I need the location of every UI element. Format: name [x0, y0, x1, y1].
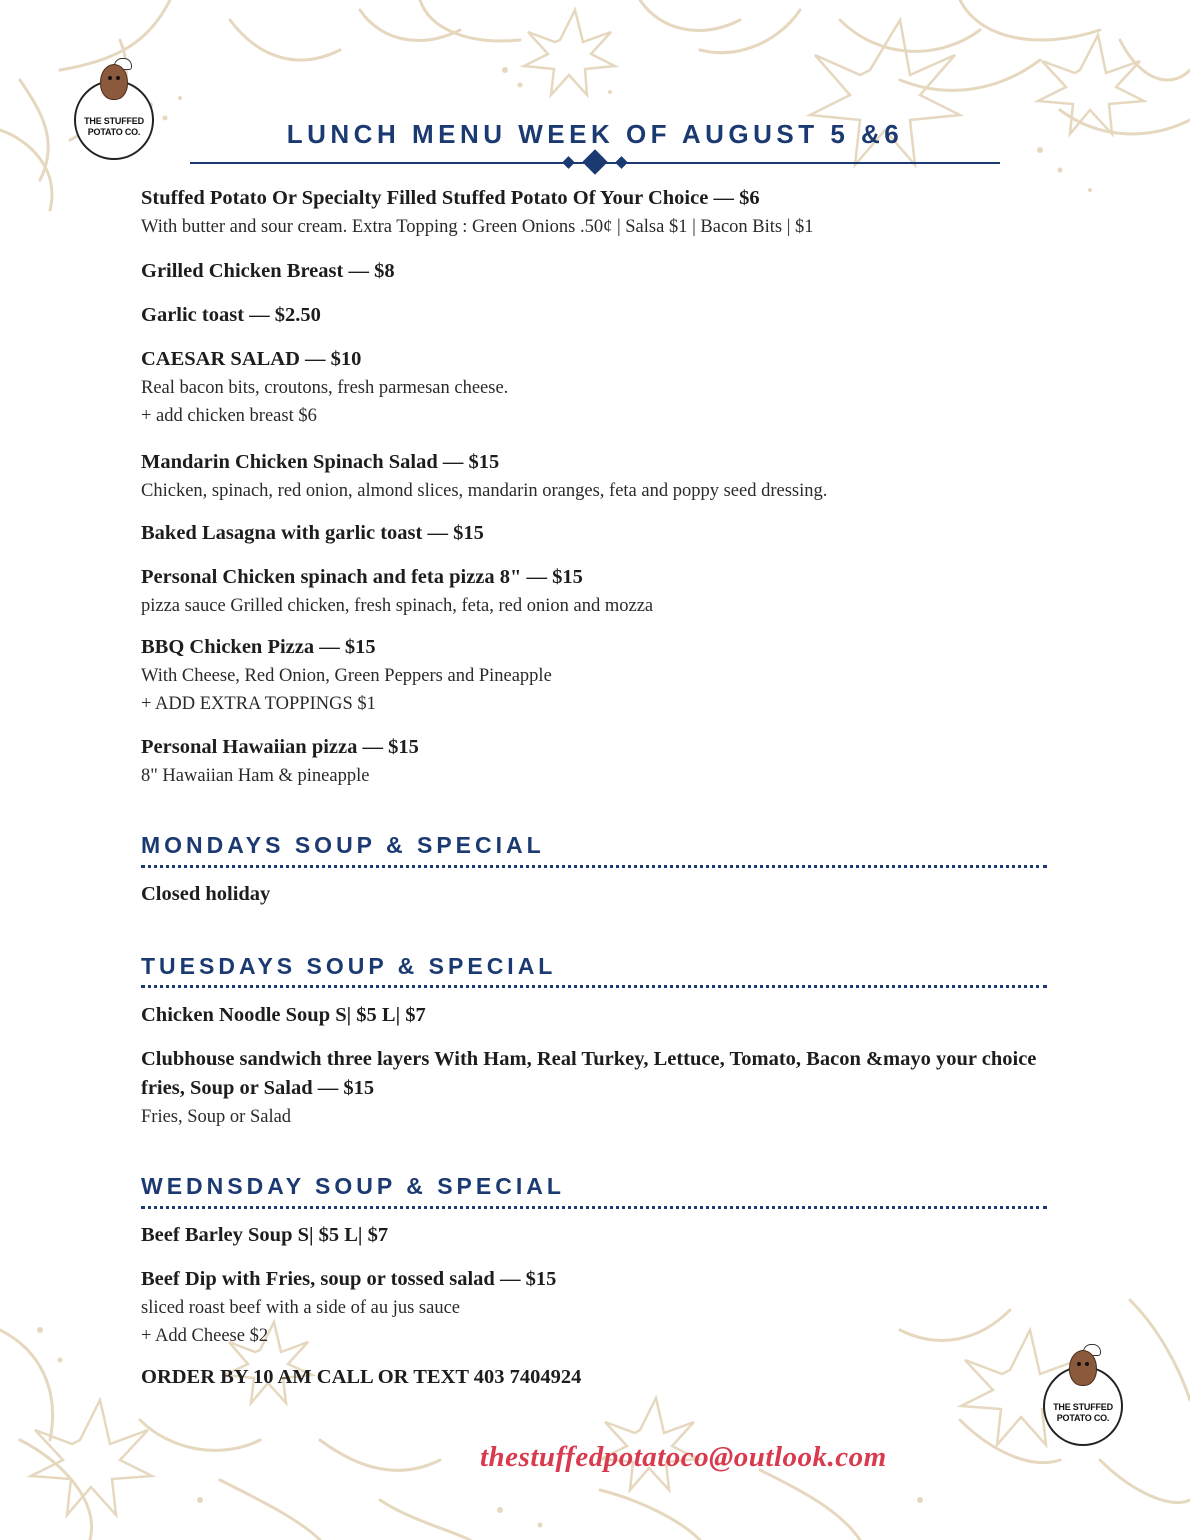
- menu-item-addon: + ADD EXTRA TOPPINGS $1: [141, 694, 376, 714]
- menu-item: [141, 733, 1051, 790]
- section-heading-wednesday: WEDNSDAY SOUP & SPECIAL: [141, 1173, 565, 1199]
- order-instructions: ORDER BY 10 AM CALL OR TEXT 403 7404924: [141, 1366, 582, 1388]
- page-title: LUNCH MENU WEEK OF AUGUST 5 &6: [286, 119, 904, 149]
- menu-item-title: Garlic toast — $2.50: [141, 304, 321, 326]
- logo-text: THE STUFFED POTATO CO.: [84, 116, 144, 137]
- menu-item-title: Grilled Chicken Breast — $8: [141, 260, 395, 282]
- section-heading-tuesday: TUESDAYS SOUP & SPECIAL: [141, 953, 557, 979]
- menu-item-title: Personal Hawaiian pizza — $15: [141, 736, 419, 758]
- menu-item-desc: Chicken, spinach, red onion, almond slices, mandarin oranges, feta and poppy seed dressing.: [141, 481, 828, 501]
- potato-mascot-icon: [100, 64, 128, 100]
- menu-item-addon: + Add Cheese $2: [141, 1326, 269, 1346]
- logo-bottom-right: [1043, 1366, 1123, 1446]
- logo-text: THE STUFFED POTATO CO.: [1053, 1402, 1113, 1423]
- menu-item: [141, 563, 1051, 620]
- menu-item-desc: sliced roast beef with a side of au jus sauce: [141, 1298, 461, 1318]
- menu-item-title: Personal Chicken spinach and feta pizza 8" — $15: [141, 566, 583, 588]
- dotted-divider: [141, 985, 1047, 988]
- menu-item-title: Beef Dip with Fries, soup or tossed salad — $15: [141, 1268, 557, 1290]
- menu-item-title: BBQ Chicken Pizza — $15: [141, 636, 376, 658]
- menu-item: [141, 301, 1051, 330]
- menu-item: [141, 257, 1051, 286]
- menu-item-title: Closed holiday: [141, 883, 271, 905]
- menu-item-addon: + add chicken breast $6: [141, 406, 317, 426]
- logo-top-left: [74, 80, 154, 160]
- menu-item: [141, 1221, 1051, 1250]
- menu-item-desc: Real bacon bits, croutons, fresh parmesan cheese.: [141, 378, 509, 398]
- menu-item: [141, 633, 1051, 718]
- menu-item-title: Clubhouse sandwich three layers With Ham, Real Turkey, Lettuce, Tomato, Bacon &mayo your choice fries, Soup or Salad — $15: [141, 1048, 1037, 1099]
- menu-item: [141, 1001, 1051, 1030]
- menu-item: [141, 345, 1051, 430]
- diamond-ornament-icon: [615, 156, 628, 169]
- diamond-ornament-icon: [582, 149, 607, 174]
- menu-item-title: CAESAR SALAD — $10: [141, 348, 362, 370]
- menu-item: [141, 184, 1051, 241]
- potato-mascot-icon: [1069, 1350, 1097, 1386]
- menu-item-desc: pizza sauce Grilled chicken, fresh spinach, feta, red onion and mozza: [141, 596, 654, 616]
- diamond-ornament-icon: [562, 156, 575, 169]
- menu-item-desc: 8" Hawaiian Ham & pineapple: [141, 766, 370, 786]
- menu-item: [141, 1045, 1051, 1131]
- menu-item-title: Baked Lasagna with garlic toast — $15: [141, 522, 484, 544]
- menu-item: [141, 519, 1051, 548]
- dotted-divider: [141, 865, 1047, 868]
- menu-item-title: Stuffed Potato Or Specialty Filled Stuffed Potato Of Your Choice — $6: [141, 187, 760, 209]
- menu-item: [141, 880, 1051, 909]
- dotted-divider: [141, 1206, 1047, 1209]
- menu-item: [141, 448, 1051, 505]
- contact-email-link[interactable]: thestuffedpotatoco@outlook.com: [480, 1441, 887, 1473]
- menu-item: [141, 1265, 1051, 1350]
- menu-item-desc: With Cheese, Red Onion, Green Peppers and Pineapple: [141, 666, 552, 686]
- menu-item-title: Chicken Noodle Soup S| $5 L| $7: [141, 1004, 426, 1026]
- menu-item-desc: With butter and sour cream. Extra Topping : Green Onions .50¢ | Salsa $1 | Bacon Bits | $1: [141, 217, 814, 237]
- menu-item-title: Mandarin Chicken Spinach Salad — $15: [141, 451, 500, 473]
- menu-item-desc: Fries, Soup or Salad: [141, 1107, 292, 1127]
- section-heading-monday: MONDAYS SOUP & SPECIAL: [141, 832, 545, 858]
- menu-item-title: Beef Barley Soup S| $5 L| $7: [141, 1224, 389, 1246]
